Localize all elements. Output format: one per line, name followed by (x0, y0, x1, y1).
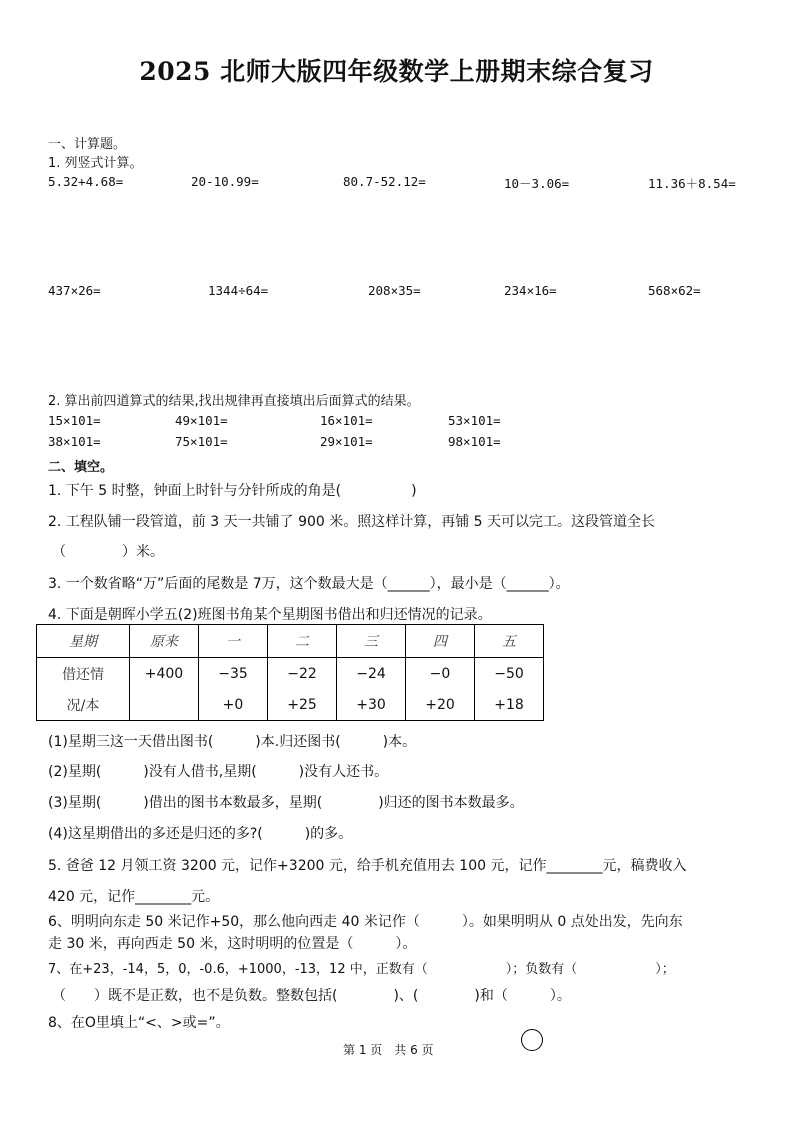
table-header: 五 (475, 625, 544, 658)
section-heading-calc: 一、计算题。 (48, 137, 127, 152)
sub-question-3: (3)星期( )借出的图书本数最多，星期( )归还的图书本数最多。 (48, 795, 524, 811)
fill-question-3: 3. 一个数省略“万”后面的尾数是 7万，这个数最大是（______），最小是（______）。 (48, 576, 570, 592)
fill-question-6: 6、明明向东走 50 米记作+50，那么他向西走 40 米记作（ ）。如果明明从 0 点处出发，先向东 (48, 914, 683, 930)
table-cell: +400 (130, 658, 199, 690)
table-cell: +25 (268, 689, 337, 721)
table-cell: −50 (475, 658, 544, 690)
table-cell: −24 (337, 658, 406, 690)
fill-question-8: 8、在O里填上“<、>或=”。 (48, 1015, 230, 1031)
expression: 20-10.99= (191, 174, 259, 189)
expression: 98×101= (448, 434, 501, 449)
expression: 1344÷64= (208, 283, 269, 298)
sub-question-1: (1)星期三这一天借出图书( )本.归还图书( )本。 (48, 734, 417, 750)
expression: 16×101= (320, 413, 373, 428)
table-header: 二 (268, 625, 337, 658)
question-2: 2. 算出前四道算式的结果,找出规律再直接填出后面算式的结果。 (48, 394, 420, 409)
expression: 29×101= (320, 434, 373, 449)
fill-question-2: 2. 工程队铺一段管道，前 3 天一共铺了 900 米。照这样计算，再铺 5 天可以完工。这段管道全长 (48, 514, 656, 530)
expression: 80.7-52.12= (343, 174, 426, 189)
fill-question-7: 7、在+23，-14，5，0，-0.6，+1000，-13，12 中，正数有（ ）；负数有（ ）； (48, 962, 675, 977)
expression: 75×101= (175, 434, 228, 449)
table-header: 星期 (37, 625, 130, 658)
page-title: 2025 北师大版四年级数学上册期末综合复习 (139, 57, 654, 86)
expression: 53×101= (448, 413, 501, 428)
fill-question-5: 5. 爸爸 12 月领工资 3200 元，记作+3200 元，给手机充值用去 100 元，记作________元，稿费收入 (48, 858, 687, 874)
table-cell: −35 (199, 658, 268, 690)
expression: 568×62= (648, 283, 701, 298)
section-heading-fill: 二、填空。 (48, 460, 114, 475)
expression: 208×35= (368, 283, 421, 298)
sub-question-2: (2)星期( )没有人借书,星期( )没有人还书。 (48, 764, 389, 780)
expression: 11.36＋8.54= (648, 176, 736, 191)
table-header: 一 (199, 625, 268, 658)
table-header: 原来 (130, 625, 199, 658)
expression: 38×101= (48, 434, 101, 449)
expression: 15×101= (48, 413, 101, 428)
fill-question-7-cont: （ ）既不是正数，也不是负数。整数包括( )、( )和（ ）。 (52, 988, 571, 1004)
table-cell: +18 (475, 689, 544, 721)
page-footer: 第 1 页 共 6 页 (343, 1043, 434, 1057)
expression: 10－3.06= (504, 176, 570, 191)
sub-question-4: (4)这星期借出的多还是归还的多?( )的多。 (48, 826, 353, 842)
fill-question-2-cont: （ ）米。 (52, 544, 164, 560)
fill-question-4: 4. 下面是朝晖小学五(2)班图书角某个星期图书借出和归还情况的记录。 (48, 607, 492, 623)
row-label: 况/本 (37, 689, 130, 721)
comparison-circle (521, 1029, 543, 1051)
table-cell: −0 (406, 658, 475, 690)
table-cell: −22 (268, 658, 337, 690)
table-cell (130, 689, 199, 721)
table-cell: +20 (406, 689, 475, 721)
expression: 234×16= (504, 283, 557, 298)
fill-question-1: 1. 下午 5 时整，钟面上时针与分针所成的角是( ) (48, 483, 417, 499)
question-1: 1. 列竖式计算。 (48, 156, 143, 171)
library-record-table (36, 624, 544, 721)
table-header: 三 (337, 625, 406, 658)
row-label: 借还情 (37, 658, 130, 690)
table-cell: +0 (199, 689, 268, 721)
fill-question-5-cont: 420 元，记作________元。 (48, 889, 220, 905)
expression: 49×101= (175, 413, 228, 428)
expression: 5.32+4.68= (48, 174, 124, 189)
expression: 437×26= (48, 283, 101, 298)
table-header: 四 (406, 625, 475, 658)
table-cell: +30 (337, 689, 406, 721)
fill-question-6-cont: 走 30 米，再向西走 50 米，这时明明的位置是（ ）。 (48, 936, 417, 952)
